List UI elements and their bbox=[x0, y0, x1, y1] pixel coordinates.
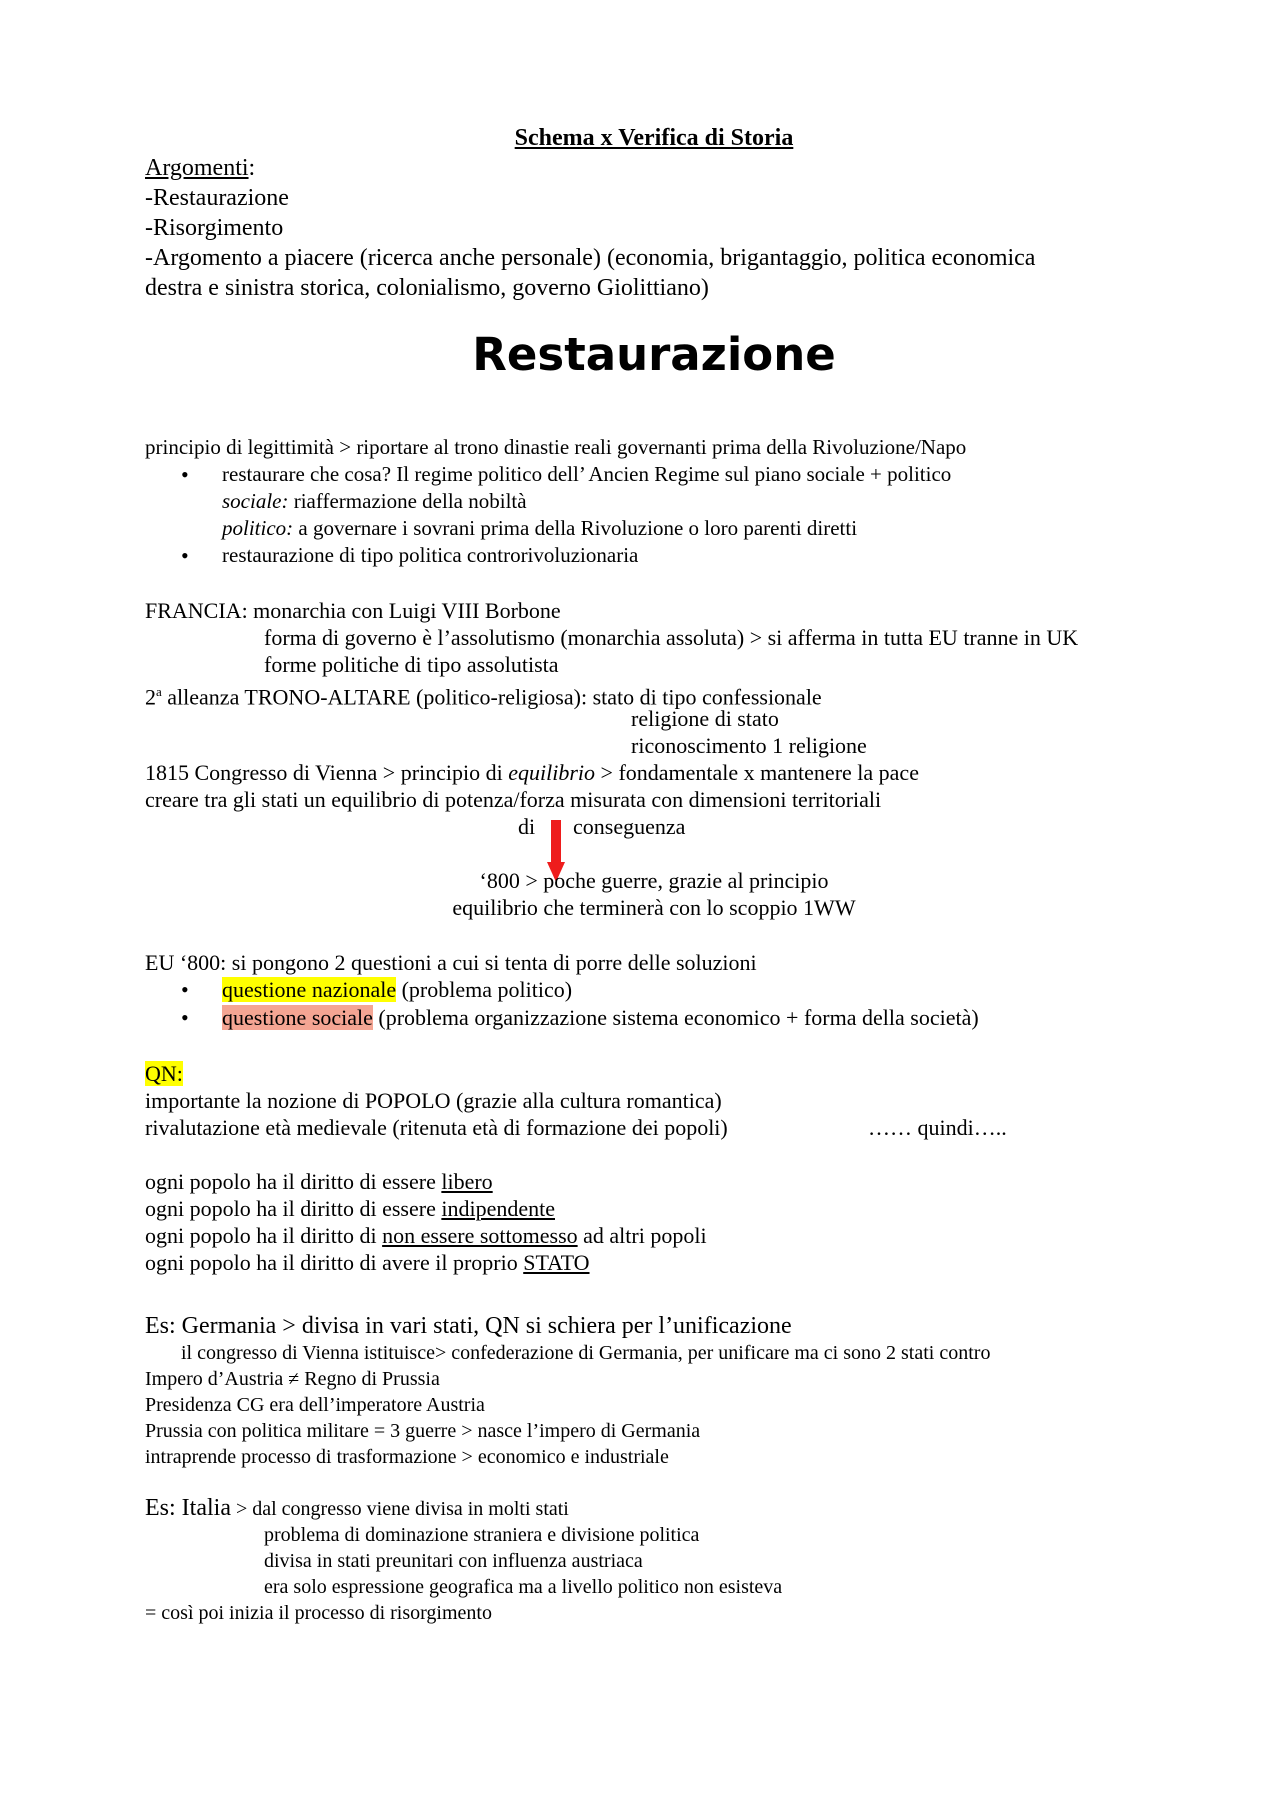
vienna-di: di bbox=[518, 814, 536, 839]
qn-label-line bbox=[145, 1060, 183, 1088]
legitimacy-bullet-1: restaurare che cosa? Il regime politico dell’ Ancien Regime sul piano sociale + politico bbox=[222, 462, 952, 486]
italia-line-4: = così poi inizia il processo di risorgimento bbox=[145, 1602, 492, 1624]
sociale-label: sociale: bbox=[222, 489, 289, 513]
topic-item: -Argomento a piacere (ricerca anche personale) (economia, brigantaggio, politica economica bbox=[145, 245, 1036, 271]
qn-line-2: rivalutazione età medievale (ritenuta età di formazione dei popoli) bbox=[145, 1115, 728, 1140]
right-item bbox=[145, 1168, 493, 1196]
vienna-line-1 bbox=[145, 759, 919, 787]
qn-quindi: …… quindi….. bbox=[868, 1115, 1007, 1140]
francia-line-2: forma di governo è l’assolutismo (monarchia assoluta) > si afferma in tutta EU tranne in UK bbox=[264, 625, 1079, 650]
italia-heading bbox=[145, 1495, 569, 1523]
legitimacy-bullet-2: restaurazione di tipo politica controrivoluzionaria bbox=[222, 543, 639, 567]
eu-line: EU ‘800: si pongono 2 questioni a cui si tenta di porre delle soluzioni bbox=[145, 950, 757, 975]
right-item bbox=[145, 1222, 707, 1250]
italia-heading-big: Es: Italia bbox=[145, 1495, 231, 1521]
germania-line-5: intraprende processo di trasformazione > economico e industriale bbox=[145, 1446, 669, 1468]
vienna-line-2: creare tra gli stati un equilibrio di potenza/forza misurata con dimensioni territoriali bbox=[145, 787, 882, 812]
eu-question-1-rest: (problema politico) bbox=[396, 977, 573, 1002]
politico-line bbox=[222, 515, 857, 542]
qn-label: QN: bbox=[145, 1061, 183, 1086]
right-prefix: ogni popolo ha il diritto di bbox=[145, 1223, 383, 1248]
bullet-icon: • bbox=[181, 1005, 189, 1030]
right-keyword: STATO bbox=[523, 1250, 590, 1275]
legitimacy-line: principio di legittimità > riportare al trono dinastie reali governanti prima della Rivoluzione/Napo bbox=[145, 435, 967, 459]
bullet-icon: • bbox=[181, 543, 189, 568]
alleanza-superscript: a bbox=[156, 684, 162, 699]
topic-item: destra e sinistra storica, colonialismo, governo Giolittiano) bbox=[145, 275, 709, 301]
vienna-equilibrio: equilibrio bbox=[508, 760, 596, 785]
sociale-line bbox=[222, 488, 527, 515]
eu-question-2 bbox=[222, 1004, 979, 1032]
eu-question-2-rest: (problema organizzazione sistema economico + forma della società) bbox=[372, 1005, 979, 1030]
germania-line-3: Presidenza CG era dell’imperatore Austria bbox=[145, 1394, 485, 1416]
alleanza-sub-2: riconoscimento 1 religione bbox=[631, 733, 867, 758]
italia-line-1: problema di dominazione straniera e divisione politica bbox=[264, 1524, 700, 1546]
sociale-text: riaffermazione della nobiltà bbox=[288, 489, 527, 513]
right-item bbox=[145, 1195, 555, 1223]
right-item bbox=[145, 1249, 590, 1277]
topic-item: -Restaurazione bbox=[145, 185, 289, 211]
vienna-text-a: 1815 Congresso di Vienna > principio di bbox=[145, 760, 509, 785]
qn-line-1: importante la nozione di POPOLO (grazie alla cultura romantica) bbox=[145, 1088, 722, 1113]
politico-label: politico: bbox=[222, 516, 294, 540]
argomenti-colon: : bbox=[248, 155, 256, 181]
argomenti-heading bbox=[145, 153, 255, 183]
alleanza-number: 2 bbox=[145, 684, 156, 710]
germania-heading: Es: Germania > divisa in vari stati, QN si schiera per l’unificazione bbox=[145, 1313, 792, 1339]
bullet-icon: • bbox=[181, 462, 189, 487]
francia-line-1: FRANCIA: monarchia con Luigi VIII Borbone bbox=[145, 598, 561, 623]
germania-line-4: Prussia con politica militare = 3 guerre > nasce l’impero di Germania bbox=[145, 1420, 701, 1442]
germania-line-2: Impero d’Austria ≠ Regno di Prussia bbox=[145, 1368, 440, 1390]
francia-line-3: forme politiche di tipo assolutista bbox=[264, 652, 559, 677]
document-title: Schema x Verifica di Storia bbox=[514, 125, 794, 151]
italia-line-2: divisa in stati preunitari con influenza austriaca bbox=[264, 1550, 643, 1572]
alleanza-sub-1: religione di stato bbox=[631, 706, 779, 731]
section-title: Restaurazione bbox=[472, 328, 836, 381]
right-suffix: ad altri popoli bbox=[577, 1223, 707, 1248]
vienna-text-c: > fondamentale x mantenere la pace bbox=[595, 760, 919, 785]
questione-sociale: questione sociale bbox=[222, 1005, 373, 1030]
bullet-icon: • bbox=[181, 977, 189, 1002]
italia-line-3: era solo espressione geografica ma a livello politico non esisteva bbox=[264, 1576, 783, 1598]
politico-text: a governare i sovrani prima della Rivoluzione o loro parenti diretti bbox=[293, 516, 858, 540]
germania-line-1: il congresso di Vienna istituisce> confederazione di Germania, per unificare ma ci sono 2 stati contro bbox=[181, 1342, 991, 1364]
right-keyword: non essere sottomesso bbox=[382, 1223, 578, 1248]
argomenti-label: Argomenti bbox=[145, 155, 249, 181]
right-prefix: ogni popolo ha il diritto di essere bbox=[145, 1196, 442, 1221]
right-keyword: libero bbox=[441, 1169, 493, 1194]
eu-question-1 bbox=[222, 976, 572, 1004]
vienna-result-1: ‘800 > poche guerre, grazie al principio bbox=[479, 868, 829, 893]
alleanza-text: alleanza TRONO-ALTARE (politico-religiosa): stato di tipo confessionale bbox=[161, 684, 822, 710]
right-prefix: ogni popolo ha il diritto di avere il proprio bbox=[145, 1250, 524, 1275]
vienna-result-2: equilibrio che terminerà con lo scoppio 1WW bbox=[452, 895, 856, 920]
vienna-conseguenza: conseguenza bbox=[573, 814, 686, 839]
italia-heading-rest: > dal congresso viene divisa in molti stati bbox=[230, 1498, 569, 1520]
topic-item: -Risorgimento bbox=[145, 215, 284, 241]
right-prefix: ogni popolo ha il diritto di essere bbox=[145, 1169, 442, 1194]
right-keyword: indipendente bbox=[441, 1196, 555, 1221]
questione-nazionale: questione nazionale bbox=[222, 977, 397, 1002]
